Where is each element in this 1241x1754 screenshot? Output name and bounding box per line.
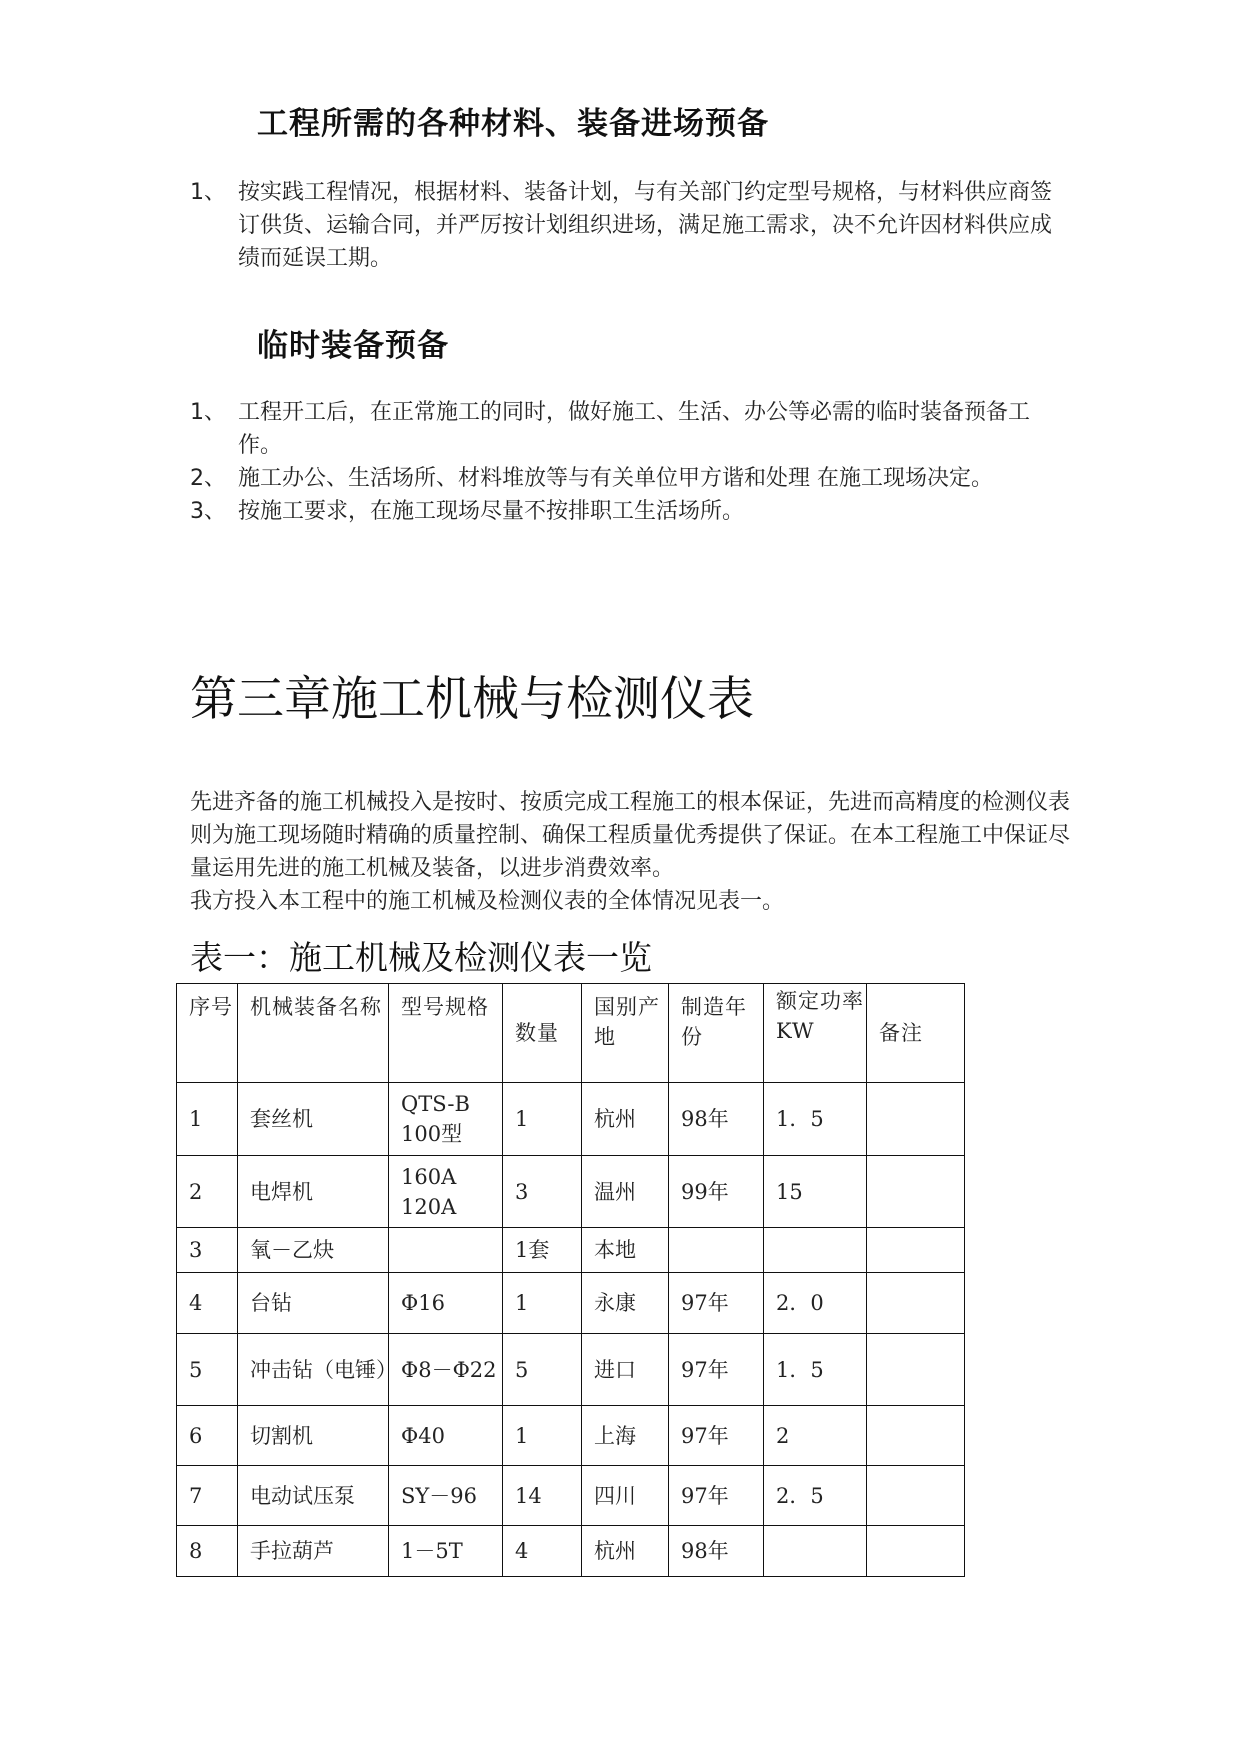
table-cell: 温州 [582,1156,669,1228]
table-cell: 7 [177,1466,238,1526]
header-cell: 额定功率KW [764,984,867,1083]
list-item-text: 工程开工后，在正常施工的同时，做好施工、生活、办公等必需的临时装备预备工作。 [238,400,1031,458]
table-cell: 97年 [669,1466,764,1526]
list-item [190,396,1070,462]
table-cell: 切割机 [238,1406,389,1466]
materials-list [190,176,1070,275]
table-cell: 5 [177,1334,238,1406]
list-item-number: 1、 [190,400,226,425]
table-cell: 97年 [669,1334,764,1406]
header-cell: 序号 [177,984,238,1083]
list-item-text: 施工办公、生活场所、材料堆放等与有关单位甲方谐和处理 在施工现场决定。 [238,466,993,491]
table-row [177,1526,965,1577]
list-item [190,495,1070,528]
table-cell: 5 [503,1334,582,1406]
table-cell: 杭州 [582,1526,669,1577]
table-cell [764,1526,867,1577]
table-row [177,1156,965,1228]
table-cell: 2．0 [764,1273,867,1334]
section-title-materials: 工程所需的各种材料、装备进场预备 [257,106,769,142]
table-cell: 98年 [669,1526,764,1577]
table-cell: 本地 [582,1228,669,1273]
table-cell: 永康 [582,1273,669,1334]
table-cell: 上海 [582,1406,669,1466]
section-title-temporary-equipment: 临时装备预备 [257,328,449,364]
list-item [190,462,1070,495]
table-cell: 电动试压泵 [238,1466,389,1526]
table-cell: 4 [503,1526,582,1577]
table-cell: QTS-B 100型 [389,1083,503,1156]
table-cell [867,1466,965,1526]
table-cell: 98年 [669,1083,764,1156]
table-cell: Φ16 [389,1273,503,1334]
header-cell: 国别产地 [582,984,669,1083]
table-cell: 99年 [669,1156,764,1228]
table-cell: 1 [503,1273,582,1334]
table-cell [867,1526,965,1577]
list-item [190,176,1070,275]
table-cell: 氧－乙炔 [238,1228,389,1273]
table-cell: 3 [503,1156,582,1228]
list-item-number: 2、 [190,466,226,491]
table-cell [764,1228,867,1273]
table-row [177,1083,965,1156]
table-header-row [177,984,965,1083]
header-cell: 数量 [503,984,582,1083]
table-cell: 14 [503,1466,582,1526]
table-cell: Φ8－Φ22 [389,1334,503,1406]
table-cell: 手拉葫芦 [238,1526,389,1577]
header-cell: 型号规格 [389,984,503,1083]
table-cell [867,1334,965,1406]
table-cell: 1 [503,1406,582,1466]
table-cell: 160A 120A [389,1156,503,1228]
header-cell: 备注 [867,984,965,1083]
table-row [177,1273,965,1334]
table-cell: 97年 [669,1273,764,1334]
table-cell: 杭州 [582,1083,669,1156]
table-row [177,1466,965,1526]
table-cell: 1．5 [764,1334,867,1406]
table-cell [867,1228,965,1273]
table-cell: 1－5T [389,1526,503,1577]
table-cell: SY－96 [389,1466,503,1526]
table-cell [867,1083,965,1156]
list-item-text: 按实践工程情况，根据材料、装备计划，与有关部门约定型号规格，与材料供应商签订供货、运输合同，并严厉按计划组织进场，满足施工需求，决不允许因材料供应成绩而延误工期。 [238,180,1053,271]
table-cell: 四川 [582,1466,669,1526]
list-item-number: 3、 [190,499,226,524]
table-cell: 1套 [503,1228,582,1273]
table-cell: 冲击钻（电锤） [238,1334,389,1406]
table-row [177,1228,965,1273]
table-cell: 进口 [582,1334,669,1406]
chapter-intro-reference: 我方投入本工程中的施工机械及检测仪表的全体情况见表一。 [190,889,785,914]
table-cell [669,1228,764,1273]
table-cell [867,1156,965,1228]
table-cell: 1．5 [764,1083,867,1156]
list-item-text: 按施工要求，在施工现场尽量不按排职工生活场所。 [238,499,745,524]
table-cell: 2 [764,1406,867,1466]
equipment-table [176,983,965,1577]
table-cell [867,1406,965,1466]
chapter-title: 第三章施工机械与检测仪表 [190,672,754,727]
table-cell: 97年 [669,1406,764,1466]
table-cell: 2 [177,1156,238,1228]
table-cell: 4 [177,1273,238,1334]
list-item-number: 1、 [190,180,226,205]
header-cell: 制造年份 [669,984,764,1083]
table-cell [867,1273,965,1334]
table-cell: 套丝机 [238,1083,389,1156]
table-cell: 1 [503,1083,582,1156]
table-row [177,1406,965,1466]
table-cell: 8 [177,1526,238,1577]
temporary-equipment-list [190,396,1070,528]
table-caption: 表一：施工机械及检测仪表一览 [190,938,652,977]
table-cell: 2．5 [764,1466,867,1526]
table-row [177,1334,965,1406]
header-cell: 机械装备名称 [238,984,389,1083]
table-cell: Φ40 [389,1406,503,1466]
table-cell: 6 [177,1406,238,1466]
table-cell: 1 [177,1083,238,1156]
chapter-intro: 先进齐备的施工机械投入是按时、按质完成工程施工的根本保证，先进而高精度的检测仪表则为施工现场随时精确的质量控制、确保工程质量优秀提供了保证。在本工程施工中保证尽量运用先进的施工机械及装备，以进步消费效率。 [190,790,1071,881]
table-cell: 电焊机 [238,1156,389,1228]
table-cell: 台钻 [238,1273,389,1334]
table-cell [389,1228,503,1273]
table-cell: 3 [177,1228,238,1273]
table-cell: 15 [764,1156,867,1228]
